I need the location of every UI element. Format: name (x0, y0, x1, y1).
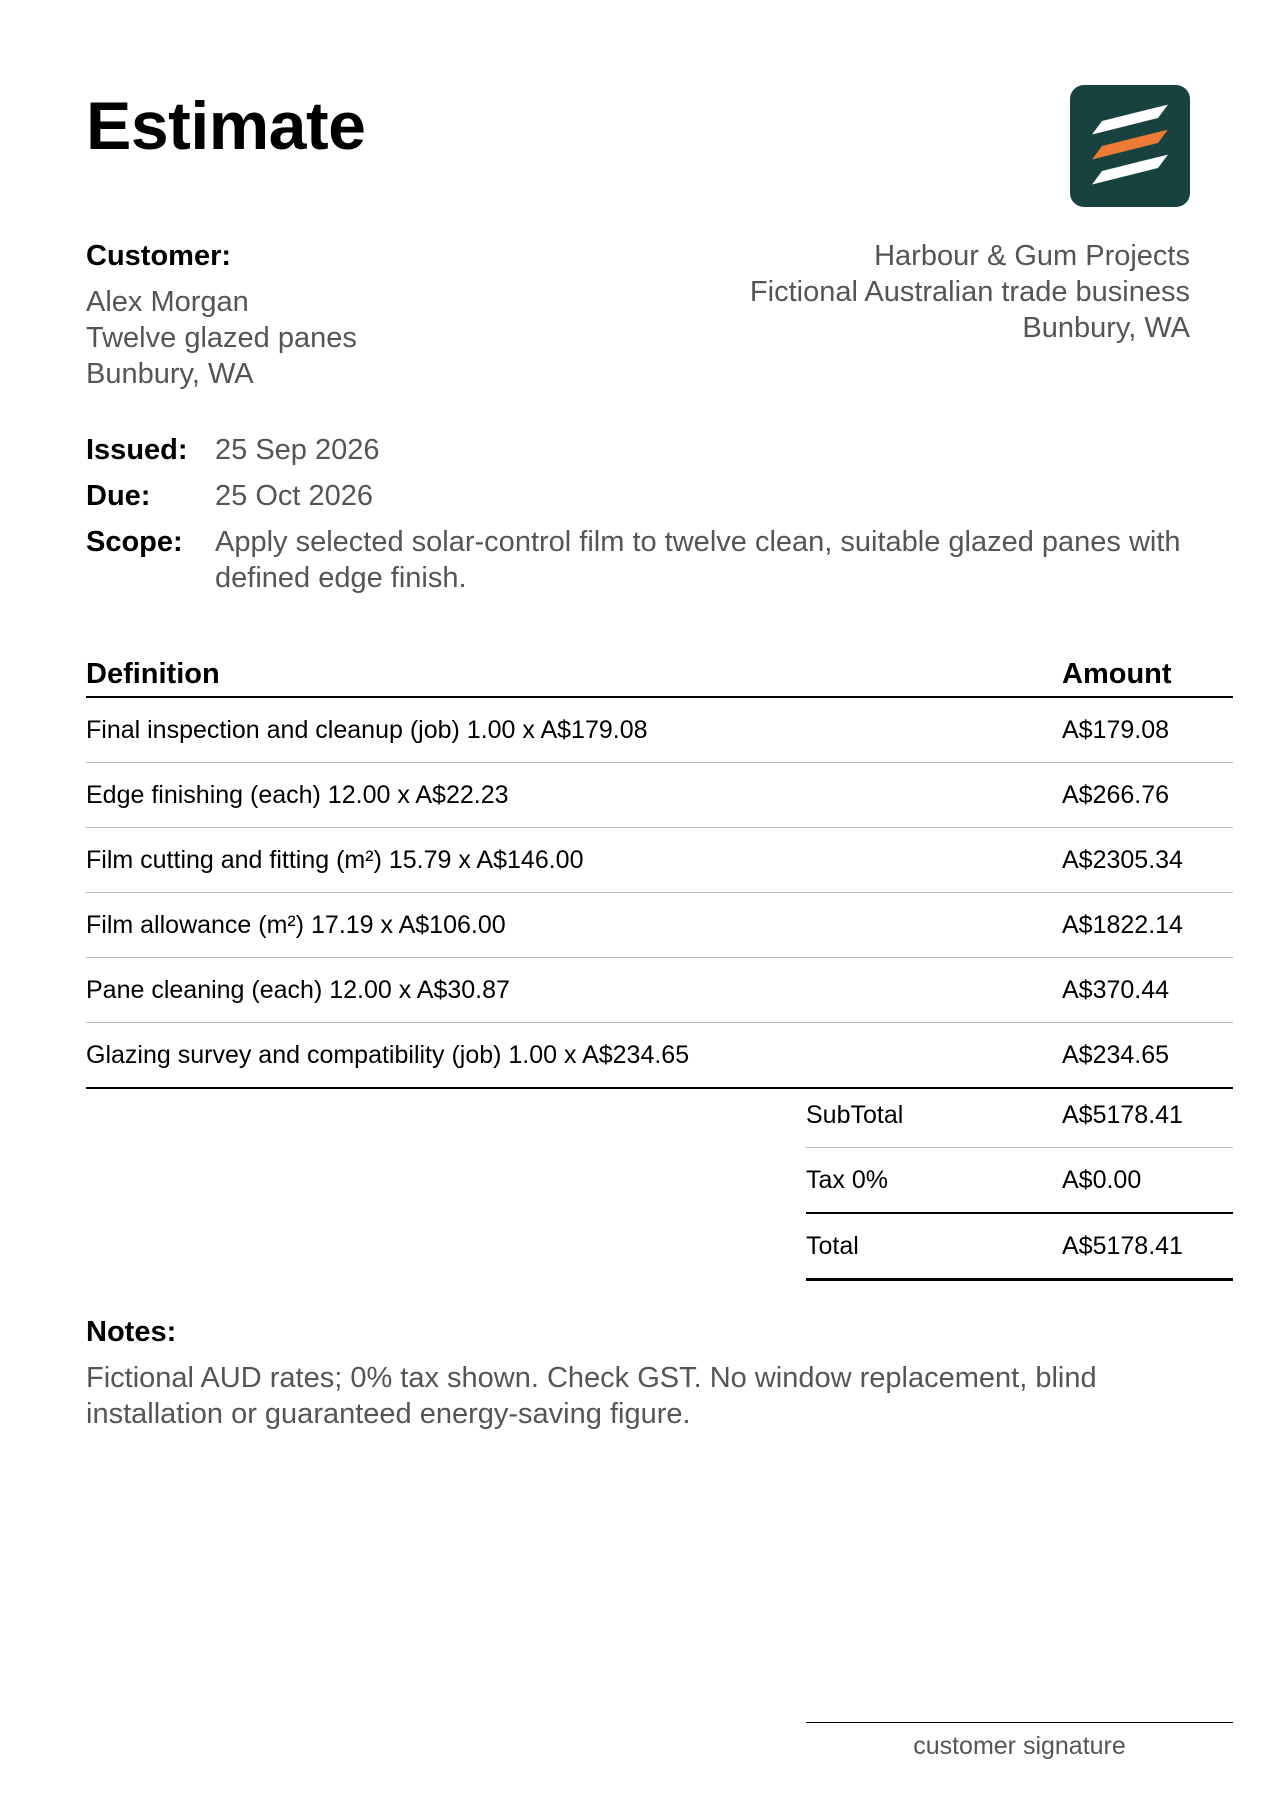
definition-header: Definition (86, 657, 220, 690)
table-row (86, 828, 1233, 893)
total-label: Total (806, 1231, 859, 1260)
customer-project: Twelve glazed panes (86, 322, 357, 354)
total-row (806, 1214, 1233, 1281)
due-label: Due: (86, 480, 151, 512)
customer-name: Alex Morgan (86, 286, 249, 318)
stacked-layers-logo-icon (1070, 85, 1190, 207)
tax-label: Tax 0% (806, 1165, 888, 1194)
tax-row (806, 1148, 1233, 1214)
table-row (86, 1023, 1233, 1089)
totals-block (806, 1083, 1233, 1281)
row-definition: Glazing survey and compatibility (job) 1.00 x A$234.65 (86, 1040, 690, 1069)
estimate-meta (86, 432, 1206, 606)
amount-header: Amount (1062, 657, 1172, 690)
row-definition: Edge finishing (each) 12.00 x A$22.23 (86, 780, 509, 809)
business-name: Harbour & Gum Projects (874, 240, 1190, 272)
business-description: Fictional Australian trade business (749, 276, 1190, 308)
logo-middle-stripe (1092, 130, 1168, 160)
row-definition: Film allowance (m²) 17.19 x A$106.00 (86, 910, 506, 939)
customer-details (86, 284, 357, 392)
business-details (750, 238, 1190, 346)
table-row (86, 698, 1233, 763)
issued-date: 25 Sep 2026 (215, 434, 380, 466)
row-amount: A$2305.34 (1062, 845, 1183, 874)
logo-graphic (1070, 85, 1190, 207)
notes-text: Fictional AUD rates; 0% tax shown. Check GST. No window replacement, blind installation or guaranteed energy-saving figure. (86, 1362, 1097, 1430)
row-amount: A$266.76 (1062, 780, 1170, 809)
document-title: Estimate (86, 88, 366, 164)
total-value: A$5178.41 (1062, 1231, 1183, 1260)
row-definition: Final inspection and cleanup (job) 1.00 x A$179.08 (86, 715, 648, 744)
subtotal-row (806, 1083, 1233, 1148)
row-amount: A$1822.14 (1062, 910, 1183, 939)
due-row (86, 478, 1206, 514)
row-amount: A$234.65 (1062, 1040, 1170, 1069)
row-amount: A$179.08 (1062, 715, 1170, 744)
scope-text: Apply selected solar-control film to twelve clean, suitable glazed panes with defined edge finish. (215, 526, 1181, 594)
scope-label: Scope: (86, 526, 183, 558)
customer-location: Bunbury, WA (86, 358, 254, 390)
logo-bottom-stripe (1092, 155, 1168, 185)
issued-row (86, 432, 1206, 468)
subtotal-label: SubTotal (806, 1100, 904, 1129)
notes-label: Notes: (86, 1316, 177, 1348)
business-location: Bunbury, WA (1022, 312, 1190, 344)
issued-label: Issued: (86, 434, 188, 466)
due-date: 25 Oct 2026 (215, 480, 373, 512)
tax-value: A$0.00 (1062, 1165, 1142, 1194)
row-definition: Pane cleaning (each) 12.00 x A$30.87 (86, 975, 510, 1004)
signature-line (806, 1722, 1233, 1723)
table-row (86, 893, 1233, 958)
table-row (86, 958, 1233, 1023)
row-amount: A$370.44 (1062, 975, 1170, 1004)
customer-label: Customer: (86, 240, 232, 272)
subtotal-value: A$5178.41 (1062, 1100, 1183, 1129)
table-row (86, 763, 1233, 828)
table-header (86, 652, 1233, 698)
logo-top-stripe (1092, 105, 1168, 135)
signature-label: customer signature (913, 1732, 1126, 1760)
row-definition: Film cutting and fitting (m²) 15.79 x A$146.00 (86, 845, 584, 874)
line-items-table (86, 652, 1233, 1089)
scope-row (86, 524, 1206, 596)
